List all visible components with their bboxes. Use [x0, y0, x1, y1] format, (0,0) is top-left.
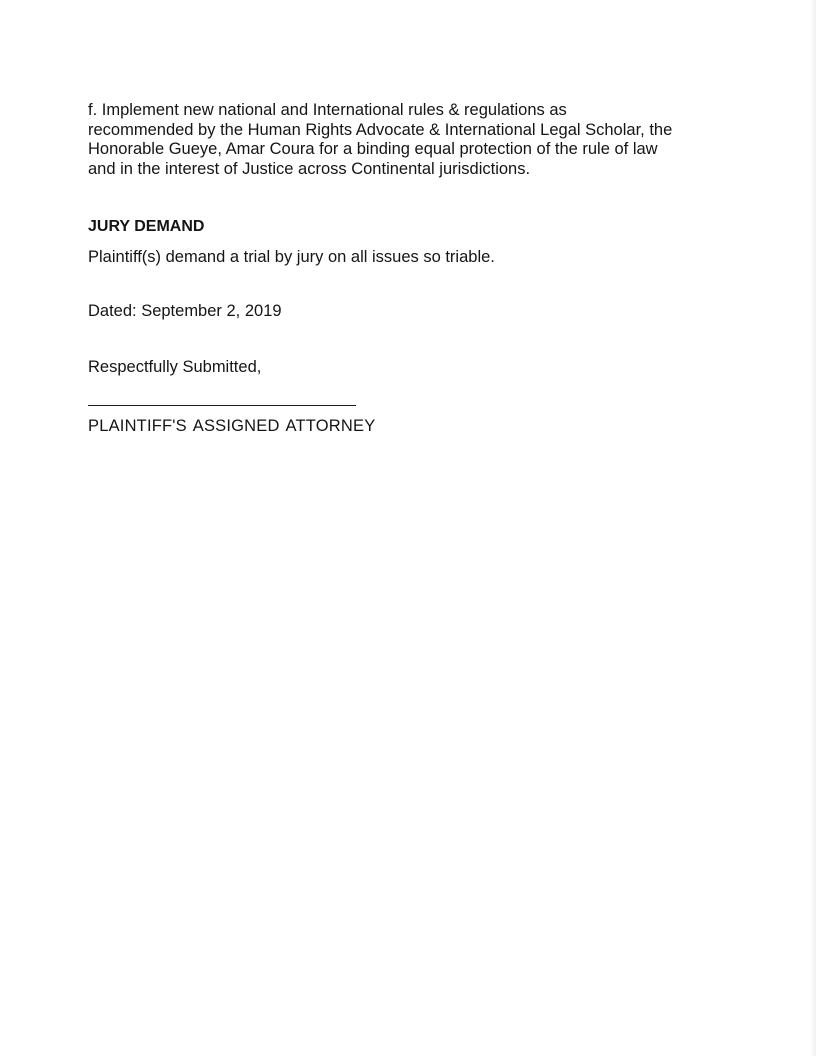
- paragraph-f-line: and in the interest of Justice across Continental jurisdictions.: [88, 159, 531, 178]
- signature-title: PLAINTIFF'S ASSIGNED ATTORNEY: [88, 417, 376, 435]
- closing-salutation: Respectfully Submitted,: [88, 358, 262, 376]
- scan-edge-shadow: [810, 0, 816, 1056]
- paragraph-f-line: Honorable Gueye, Amar Coura for a binding equal protection of the rule of law: [88, 140, 658, 158]
- dated-line: Dated: September 2, 2019: [88, 302, 282, 320]
- jury-demand-text: Plaintiff(s) demand a trial by jury on all issues so triable.: [88, 248, 495, 266]
- signature-line: [88, 405, 356, 406]
- paragraph-f: [88, 101, 748, 179]
- paragraph-f-line: f. Implement new national and International rules & regulations as: [88, 101, 567, 119]
- jury-demand-heading: JURY DEMAND: [88, 218, 205, 235]
- paragraph-f-line: recommended by the Human Rights Advocate & International Legal Scholar, the: [88, 120, 673, 139]
